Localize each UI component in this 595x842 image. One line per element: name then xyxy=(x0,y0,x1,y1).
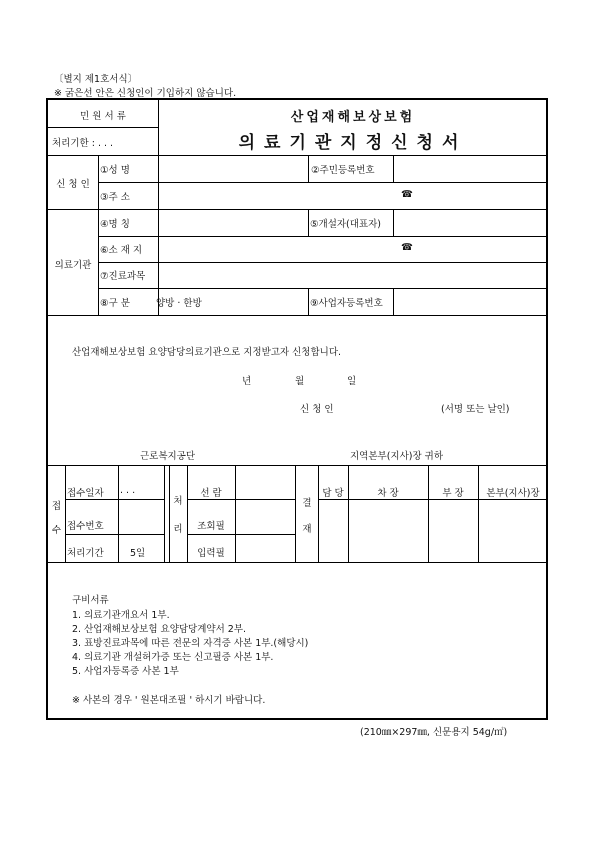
divider xyxy=(308,288,309,315)
application-form xyxy=(46,98,548,720)
phone-icon: ☎ xyxy=(401,189,413,200)
divider xyxy=(48,315,548,316)
year-label: 년 xyxy=(242,376,252,387)
receipt-date-label: 접수일자 xyxy=(67,488,104,499)
org-name: 근로복지공단 xyxy=(140,451,196,462)
category-value[interactable]: 양방 · 한방 xyxy=(156,298,202,309)
receipt-no-label: 접수번호 xyxy=(67,521,104,532)
divider xyxy=(48,465,548,466)
divider xyxy=(318,499,548,500)
period-label: 처리기간 xyxy=(67,548,104,559)
rrn-field[interactable] xyxy=(394,156,547,181)
deadline-field[interactable]: 처리기한 : . . . xyxy=(52,138,114,149)
divider xyxy=(98,155,99,315)
departments-label: ⑦진료과목 xyxy=(100,271,146,282)
name-label: ①성 명 xyxy=(100,165,130,176)
applicant-section-label: 신 청 인 xyxy=(56,179,90,190)
copy-note: ※ 사본의 경우 ' 원본대조필 ' 하시기 바랍니다. xyxy=(72,695,266,706)
attachments-title: 구비서류 xyxy=(72,595,109,606)
approver-manager: 부 장 xyxy=(442,488,464,499)
statement-text: 산업재해보상보험 요양담당의료기관으로 지정받고자 신청합니다. xyxy=(72,347,342,358)
business-no-field[interactable] xyxy=(394,289,547,314)
month-label: 월 xyxy=(295,376,305,387)
business-no-label: ⑨사업자등록번호 xyxy=(310,298,383,309)
divider xyxy=(308,209,309,236)
divider xyxy=(428,465,429,562)
inst-name-label: ④명 칭 xyxy=(100,219,130,230)
recipient: 지역본부(지사)장 귀하 xyxy=(350,451,444,462)
header-note: ※ 굵은선 안은 신청인이 기입하지 않습니다. xyxy=(54,88,237,99)
divider xyxy=(318,465,319,562)
day-label: 일 xyxy=(347,376,357,387)
inquiry-label: 조회필 xyxy=(197,521,225,532)
divider xyxy=(164,465,165,562)
divider xyxy=(65,465,66,562)
applicant-sign-label: 신 청 인 xyxy=(300,404,334,415)
selection-label: 선 람 xyxy=(200,488,222,499)
phone-icon: ☎ xyxy=(401,242,413,253)
attachment-item: 3. 표방진료과목에 따른 전문의 자격증 사본 1부.(해당시) xyxy=(72,638,309,649)
divider xyxy=(65,534,164,535)
representative-label: ⑤개설자(대표자) xyxy=(310,219,381,230)
institution-section-label: 의료기관 xyxy=(54,260,92,271)
paper-spec: (210㎜×297㎜, 신문용지 54g/㎡) xyxy=(360,727,508,738)
rrn-label: ②주민등록번호 xyxy=(311,165,375,176)
divider xyxy=(295,465,296,562)
approval-label: 결 재 xyxy=(302,498,312,535)
period-value: 5일 xyxy=(130,548,146,559)
title-line1: 산업재해보상보험 xyxy=(290,110,416,125)
input-label: 입력필 xyxy=(197,548,225,559)
attachment-item: 5. 사업자등록증 사본 1부 xyxy=(72,666,179,677)
divider xyxy=(187,499,295,500)
address-field[interactable] xyxy=(159,183,409,208)
divider xyxy=(187,534,295,535)
receipt-date-field[interactable]: . . . xyxy=(120,485,136,496)
attachment-item: 1. 의료기관개요서 1부. xyxy=(72,610,170,621)
location-label: ⑥소 재 지 xyxy=(100,245,143,256)
divider xyxy=(48,127,158,128)
approver-staff: 담 당 xyxy=(322,488,344,499)
inst-name-field[interactable] xyxy=(159,210,307,235)
page-title: 의료기관지정신청서 xyxy=(238,133,468,153)
signature-note: (서명 또는 날인) xyxy=(441,404,510,415)
handle-label: 처 리 xyxy=(173,496,183,535)
departments-field[interactable] xyxy=(159,263,547,287)
receipt-no-field[interactable] xyxy=(119,500,163,533)
civil-docs-label: 민 원 서 류 xyxy=(80,111,126,122)
divider xyxy=(348,465,349,562)
reception-label: 접 수 xyxy=(51,501,62,536)
category-label: ⑧구 분 xyxy=(100,298,130,309)
attachment-item: 2. 산업재해보상보험 요양담당계약서 2부. xyxy=(72,624,247,635)
representative-field[interactable] xyxy=(394,210,547,235)
divider xyxy=(308,155,309,182)
divider xyxy=(48,562,548,563)
divider xyxy=(235,465,236,562)
approver-head: 본부(지사)장 xyxy=(486,488,540,499)
location-field[interactable] xyxy=(159,237,409,261)
address-label: ③주 소 xyxy=(100,192,130,203)
name-field[interactable] xyxy=(159,156,307,181)
form-number: 〔별지 제1호서식〕 xyxy=(54,74,138,85)
attachment-item: 4. 의료기관 개설허가증 또는 신고필증 사본 1부. xyxy=(72,652,274,663)
divider xyxy=(478,465,479,562)
approver-deputy: 차 장 xyxy=(377,488,399,499)
